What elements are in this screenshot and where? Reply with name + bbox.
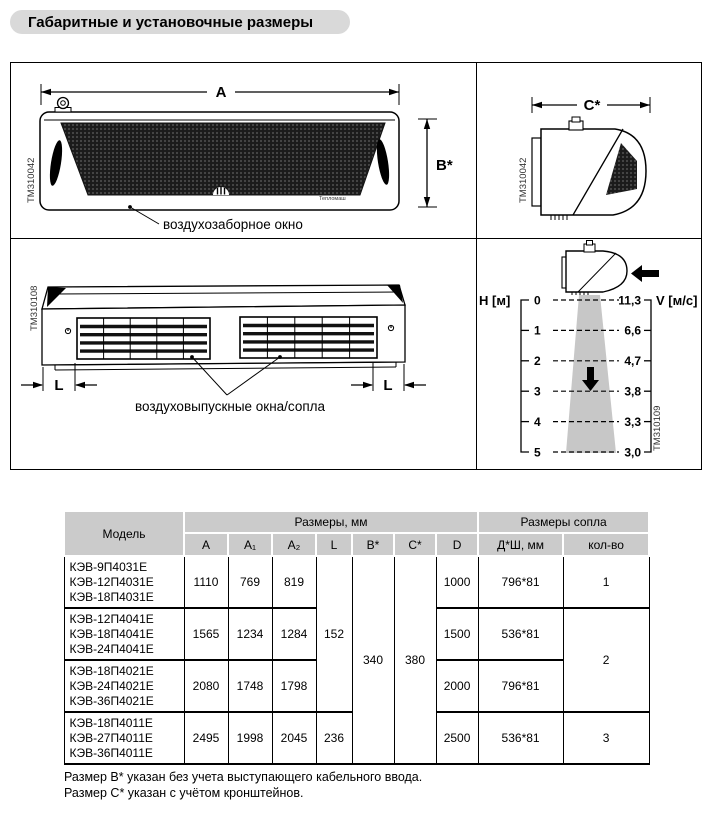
cell-a2: 2045 [272, 712, 316, 764]
cell-a2: 1798 [272, 660, 316, 712]
dim-l-left-label: L [54, 377, 64, 394]
front-view-panel [11, 63, 477, 239]
cell-d: 1500 [436, 608, 478, 660]
velocity-axis [618, 293, 651, 459]
col-header-a: A [184, 533, 228, 556]
screw-right [388, 325, 393, 330]
model-name: КЭВ-18П4031Е [69, 589, 154, 604]
velocity-value: 6,6 [624, 323, 641, 338]
dim-b-label: B* [436, 157, 453, 174]
velocity-value: 4,7 [624, 354, 641, 369]
cell-a1: 1234 [228, 608, 272, 660]
height-axis [521, 293, 541, 459]
col-group-nozzle: Размеры сопла [478, 511, 649, 533]
cell-nozzle-size: 796*81 [478, 660, 563, 712]
height-tick: 3 [534, 384, 541, 399]
height-tick: 4 [534, 414, 541, 429]
dim-a-label: A [215, 84, 227, 101]
col-header-d: D [436, 533, 478, 556]
model-cell [64, 660, 184, 712]
velocity-axis-label: V [м/с] [656, 293, 698, 308]
footnotes [64, 769, 422, 801]
side-view-ref-code: TM310042 [518, 157, 529, 203]
model-name: КЭВ-36П4011Е [69, 745, 153, 760]
outlet-grille-left [77, 318, 210, 359]
front-view-drawing [11, 63, 476, 238]
cell-a: 1110 [184, 556, 228, 608]
height-tick: 1 [534, 323, 541, 338]
model-name: КЭВ-18П4011Е [69, 715, 153, 730]
cell-nozzle-count: 1 [563, 556, 649, 608]
model-name: КЭВ-18П4041Е [69, 626, 154, 641]
footnote-b: Размер B* указан без учета выступающего кабельного ввода. [64, 770, 423, 784]
cell-l-shared: 152 [316, 556, 352, 712]
page-title: Габаритные и установочные размеры [10, 10, 350, 34]
cell-a1: 1748 [228, 660, 272, 712]
cable-gland [55, 98, 71, 113]
model-name: КЭВ-36П4021Е [69, 693, 154, 708]
airflow-ref-code: TM310109 [652, 405, 663, 451]
cell-a: 2495 [184, 712, 228, 764]
model-cell [64, 608, 184, 660]
dimension-c [532, 95, 650, 114]
cell-nozzle-count-shared: 2 [563, 608, 649, 712]
air-curtain-bottom-body [42, 285, 405, 370]
air-curtain-icon [562, 241, 627, 296]
model-name: КЭВ-27П4011Е [69, 730, 153, 745]
cell-a: 2080 [184, 660, 228, 712]
dimension-a [41, 82, 399, 105]
outlet-callout-text: воздуховыпускные окна/сопла [134, 399, 326, 414]
airflow-chart [477, 239, 701, 469]
table-header [64, 511, 649, 556]
cell-nozzle-count: 3 [563, 712, 649, 764]
cell-d: 1000 [436, 556, 478, 608]
model-cell [64, 712, 184, 764]
col-header-nozzle-count: кол-во [563, 533, 649, 556]
cell-a: 1565 [184, 608, 228, 660]
height-tick: 2 [534, 354, 541, 369]
model-name: КЭВ-9П4031Е [69, 559, 148, 574]
side-view-drawing [477, 63, 701, 238]
velocity-value: 3,8 [624, 384, 641, 399]
bottom-view-panel [11, 239, 477, 469]
intake-direction-arrow [631, 265, 659, 282]
velocity-value: 3,0 [624, 445, 641, 460]
cell-nozzle-size: 536*81 [478, 712, 563, 764]
table-row-group-1 [64, 556, 649, 608]
velocity-value: 11,3 [618, 293, 641, 308]
height-tick: 5 [534, 445, 541, 460]
cell-d: 2000 [436, 660, 478, 712]
mounting-bracket [532, 138, 541, 206]
front-view-ref-code: TM310042 [26, 157, 37, 203]
intake-callout-text: воздухозаборное окно [163, 217, 303, 232]
height-tick: 0 [534, 293, 541, 308]
model-name: КЭВ-12П4041Е [69, 611, 154, 626]
height-axis-label: H [м] [479, 293, 511, 308]
dimension-b [418, 119, 453, 207]
col-header-l: L [316, 533, 352, 556]
footnote-c: Размер C* указан с учётом кронштейнов. [64, 786, 304, 800]
screw-left [65, 328, 70, 333]
col-header-a2: A₂ [272, 533, 316, 556]
col-header-a1: A₁ [228, 533, 272, 556]
col-header-nozzle-size: Д*Ш, мм [478, 533, 563, 556]
cell-l: 236 [316, 712, 352, 764]
air-curtain-front-body [40, 98, 399, 211]
col-header-c: C* [394, 533, 436, 556]
cell-d: 2500 [436, 712, 478, 764]
cell-a1: 769 [228, 556, 272, 608]
model-name: КЭВ-24П4021Е [69, 678, 154, 693]
col-group-dimensions: Размеры, мм [184, 511, 478, 533]
cell-nozzle-size: 536*81 [478, 608, 563, 660]
bottom-view-drawing [11, 239, 476, 469]
dimension-l-left [21, 363, 97, 394]
outlet-grille-right [240, 317, 377, 358]
bottom-view-ref-code: TM310108 [29, 285, 40, 331]
dimensions-table [63, 510, 650, 765]
figure-drawings [10, 62, 702, 470]
col-header-b: B* [352, 533, 394, 556]
model-name: КЭВ-24П4041Е [69, 641, 154, 656]
intake-grille [61, 123, 385, 195]
cell-a2: 819 [272, 556, 316, 608]
velocity-value: 3,3 [624, 414, 641, 429]
cell-nozzle-size: 796*81 [478, 556, 563, 608]
side-view-panel [477, 63, 701, 239]
dim-l-right-label: L [383, 377, 393, 394]
cell-a2: 1284 [272, 608, 316, 660]
airflow-panel [477, 239, 701, 469]
cell-b-shared: 340 [352, 556, 394, 764]
dim-c-label: C* [583, 97, 601, 114]
col-header-model: Модель [64, 511, 184, 556]
cell-c-shared: 380 [394, 556, 436, 764]
model-name: КЭВ-18П4021Е [69, 663, 154, 678]
cell-a1: 1998 [228, 712, 272, 764]
brand-logo-text: Тепломаш [319, 196, 346, 202]
model-cell [64, 556, 184, 608]
model-name: КЭВ-12П4031Е [69, 574, 154, 589]
air-curtain-side-body [532, 117, 646, 220]
